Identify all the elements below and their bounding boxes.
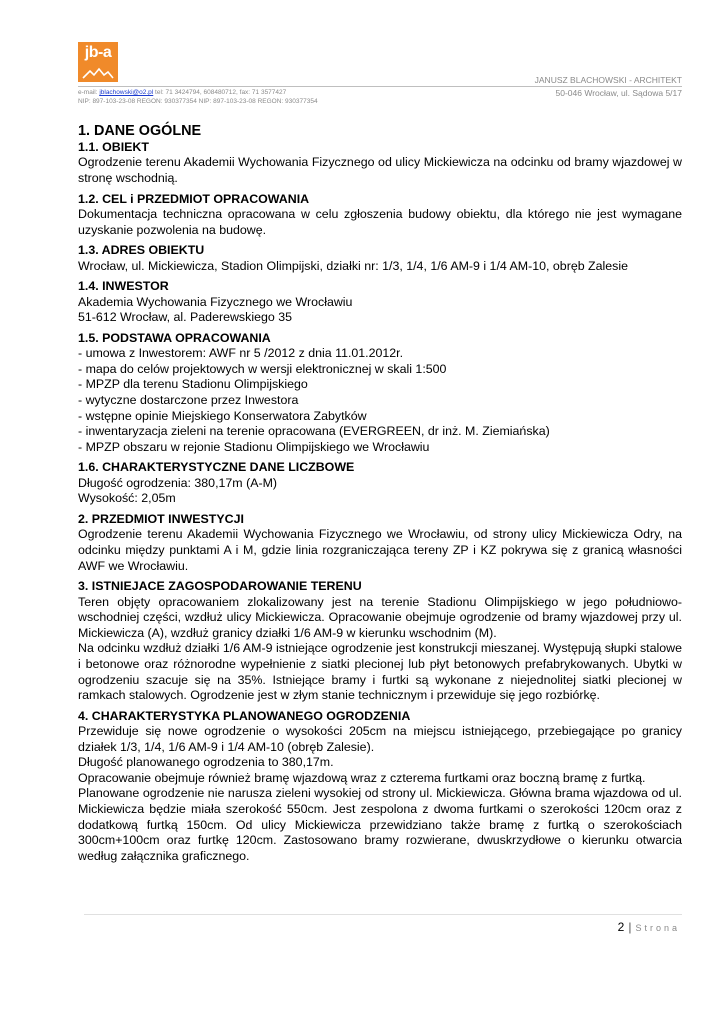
list-item: - mapa do celów projektowych w wersji elektronicznej w skali 1:500 xyxy=(78,361,447,376)
section-1-2-text: Dokumentacja techniczna opracowana w celu zgłoszenia budowy obiektu, dla którego nie jest wymagane uzyskanie pozwolenia na budowę. xyxy=(78,207,682,237)
section-1-3-text: Wrocław, ul. Mickiewicza, Stadion Olimpijski, działki nr: 1/3, 1/4, 1/6 AM-9 i 1/4 AM-10, obręb Zalesie xyxy=(78,258,628,273)
section-1-2-title: 1.2. CEL i PRZEDMIOT OPRACOWANIA xyxy=(78,191,310,206)
section-4-paragraph-3: Opracowanie obejmuje również bramę wjazdową wraz z czterema furtkami oraz boczną bramę z furtką. xyxy=(78,770,646,785)
section-4-paragraph-2: Długość planowanego ogrodzenia to 380,17m. xyxy=(78,755,334,770)
section-4-title: 4. CHARAKTERYSTYKA PLANOWANEGO OGRODZENIA xyxy=(78,708,411,723)
section-1-4-title: 1.4. INWESTOR xyxy=(78,279,169,294)
section-1-3-title: 1.3. ADRES OBIEKTU xyxy=(78,243,205,258)
list-item: - MPZP obszaru w rejonie Stadionu Olimpijskiego we Wrocławiu xyxy=(78,439,430,454)
phone-fax: tel: 71 3424794, 608480712, fax: 71 3577427 xyxy=(153,89,287,96)
section-3-title: 3. ISTNIEJACE ZAGOSPODAROWANIE TERENU xyxy=(78,579,362,594)
footer-separator: | xyxy=(628,920,632,934)
section-2-title: 2. PRZEDMIOT INWESTYCJI xyxy=(78,511,244,526)
section-2-text: Ogrodzenie terenu Akademii Wychowania Fizycznego we Wrocławiu, od strony ulicy Mickiewicza Odry, na odcinku między punktami A i M, gdzie linia rozgraniczająca tereny ZP i KZ pokrywa się z granicą własności AWF we Wrocławiu. xyxy=(78,527,682,573)
investor-name: Akademia Wychowania Fizycznego we Wrocławiu xyxy=(78,294,353,309)
section-1-5-title: 1.5. PODSTAWA OPRACOWANIA xyxy=(78,330,271,345)
section-1-title: 1. DANE OGÓLNE xyxy=(78,123,202,139)
list-item: - wstępne opinie Miejskiego Konserwatora Zabytków xyxy=(78,408,367,423)
tax-ids: NIP: 897-103-23-08 REGON: 930377354 NIP: 897-103-23-08 REGON: 930377354 xyxy=(78,98,318,105)
logo-text: jb-a xyxy=(84,44,112,61)
company-address: 50-046 Wrocław, ul. Sądowa 5/17 xyxy=(555,88,682,98)
section-1-1-text: Ogrodzenie terenu Akademii Wychowania Fizycznego od ulicy Mickiewicza na odcinku od bramy wjazdowej w stronę wschodnią. xyxy=(78,155,682,185)
section-3-paragraph-1: Teren objęty opracowaniem zlokalizowany jest na terenie Stadionu Olimpijskiego w jego południowo-wschodniej części, wzdłuż ulicy Mickiewicza. Opracowanie obejmuje ogrodzenie od bramy wjazdowej przy ul. Mickiewicza (A), wzdłuż granicy działki 1/6 AM-9 w kierunku wschodnim (M). xyxy=(78,594,682,640)
document-body xyxy=(78,123,682,864)
header-divider xyxy=(78,86,682,87)
fence-length: Długość ogrodzenia: 380,17m (A-M) xyxy=(78,475,278,490)
page-footer xyxy=(618,920,680,934)
list-item: - inwentaryzacja zieleni na terenie opracowana (EVERGREEN, dr inż. M. Ziemiańska) xyxy=(78,424,550,439)
list-item: - wytyczne dostarczone przez Inwestora xyxy=(78,392,299,407)
investor-address: 51-612 Wrocław, al. Paderewskiego 35 xyxy=(78,310,292,325)
section-3-paragraph-2: Na odcinku wzdłuż działki 1/6 AM-9 istniejące ogrodzenie jest konstrukcji mieszanej. Występują słupki stalowe i betonowe oraz różnorodne wypełnienie z siatki plecionej lub płyt betonowych prefabrykowanych. Ubytki w ogrodzeniu szacuje się na 35%. Istniejące bramy i furtki są wykonane z niejednolitej siatki plecionej w ramkach stalowych. Ogrodzenie jest w złym stanie technicznym i przewiduje się jego rozbiórkę. xyxy=(78,641,682,703)
email-link[interactable]: jblachowski@o2.pl xyxy=(99,89,154,96)
fence-height: Wysokość: 2,05m xyxy=(78,491,176,506)
email-label: e-mail: xyxy=(78,89,100,96)
page-label: Strona xyxy=(635,923,680,933)
section-1-6-title: 1.6. CHARAKTERYSTYCZNE DANE LICZBOWE xyxy=(78,460,355,475)
section-4-paragraph-1: Przewiduje się nowe ogrodzenie o wysokości 205cm na miejscu istniejącego, przebiegające po granicy działek 1/3, 1/4, 1/6 AM-9 i 1/4 AM-10 (obręb Zalesie). xyxy=(78,724,682,754)
mountain-logo-icon xyxy=(82,66,114,80)
footer-divider xyxy=(84,914,682,915)
page-number: 2 xyxy=(617,920,625,934)
company-name: JANUSZ BLACHOWSKI - ARCHITEKT xyxy=(534,75,682,85)
list-item: - MPZP dla terenu Stadionu Olimpijskiego xyxy=(78,377,308,392)
basis-list xyxy=(78,346,682,455)
header-company-info xyxy=(535,74,682,100)
company-logo xyxy=(78,42,118,82)
section-1-1-title: 1.1. OBIEKT xyxy=(78,140,149,154)
section-4-paragraph-4: Planowane ogrodzenie nie narusza zieleni wysokiej od strony ul. Mickiewicza. Główna brama wjazdowa od ul. Mickiewicza będzie miała szerokość 550cm. Jest zespolona z dwoma furtkami o szerokości 120cm oraz z dodatkową furtką 150cm. Od ulicy Mickiewicza przewidziano także bramę z furtką o szerokościach 300cm+100cm oraz furtkę 120cm. Zastosowano bramy rozwierane, dwuskrzydłowe o kierunku otwarcia według załącznika graficznego. xyxy=(78,786,682,863)
header-contact xyxy=(78,88,318,106)
list-item: - umowa z Inwestorem: AWF nr 5 /2012 z dnia 11.01.2012r. xyxy=(78,346,404,361)
